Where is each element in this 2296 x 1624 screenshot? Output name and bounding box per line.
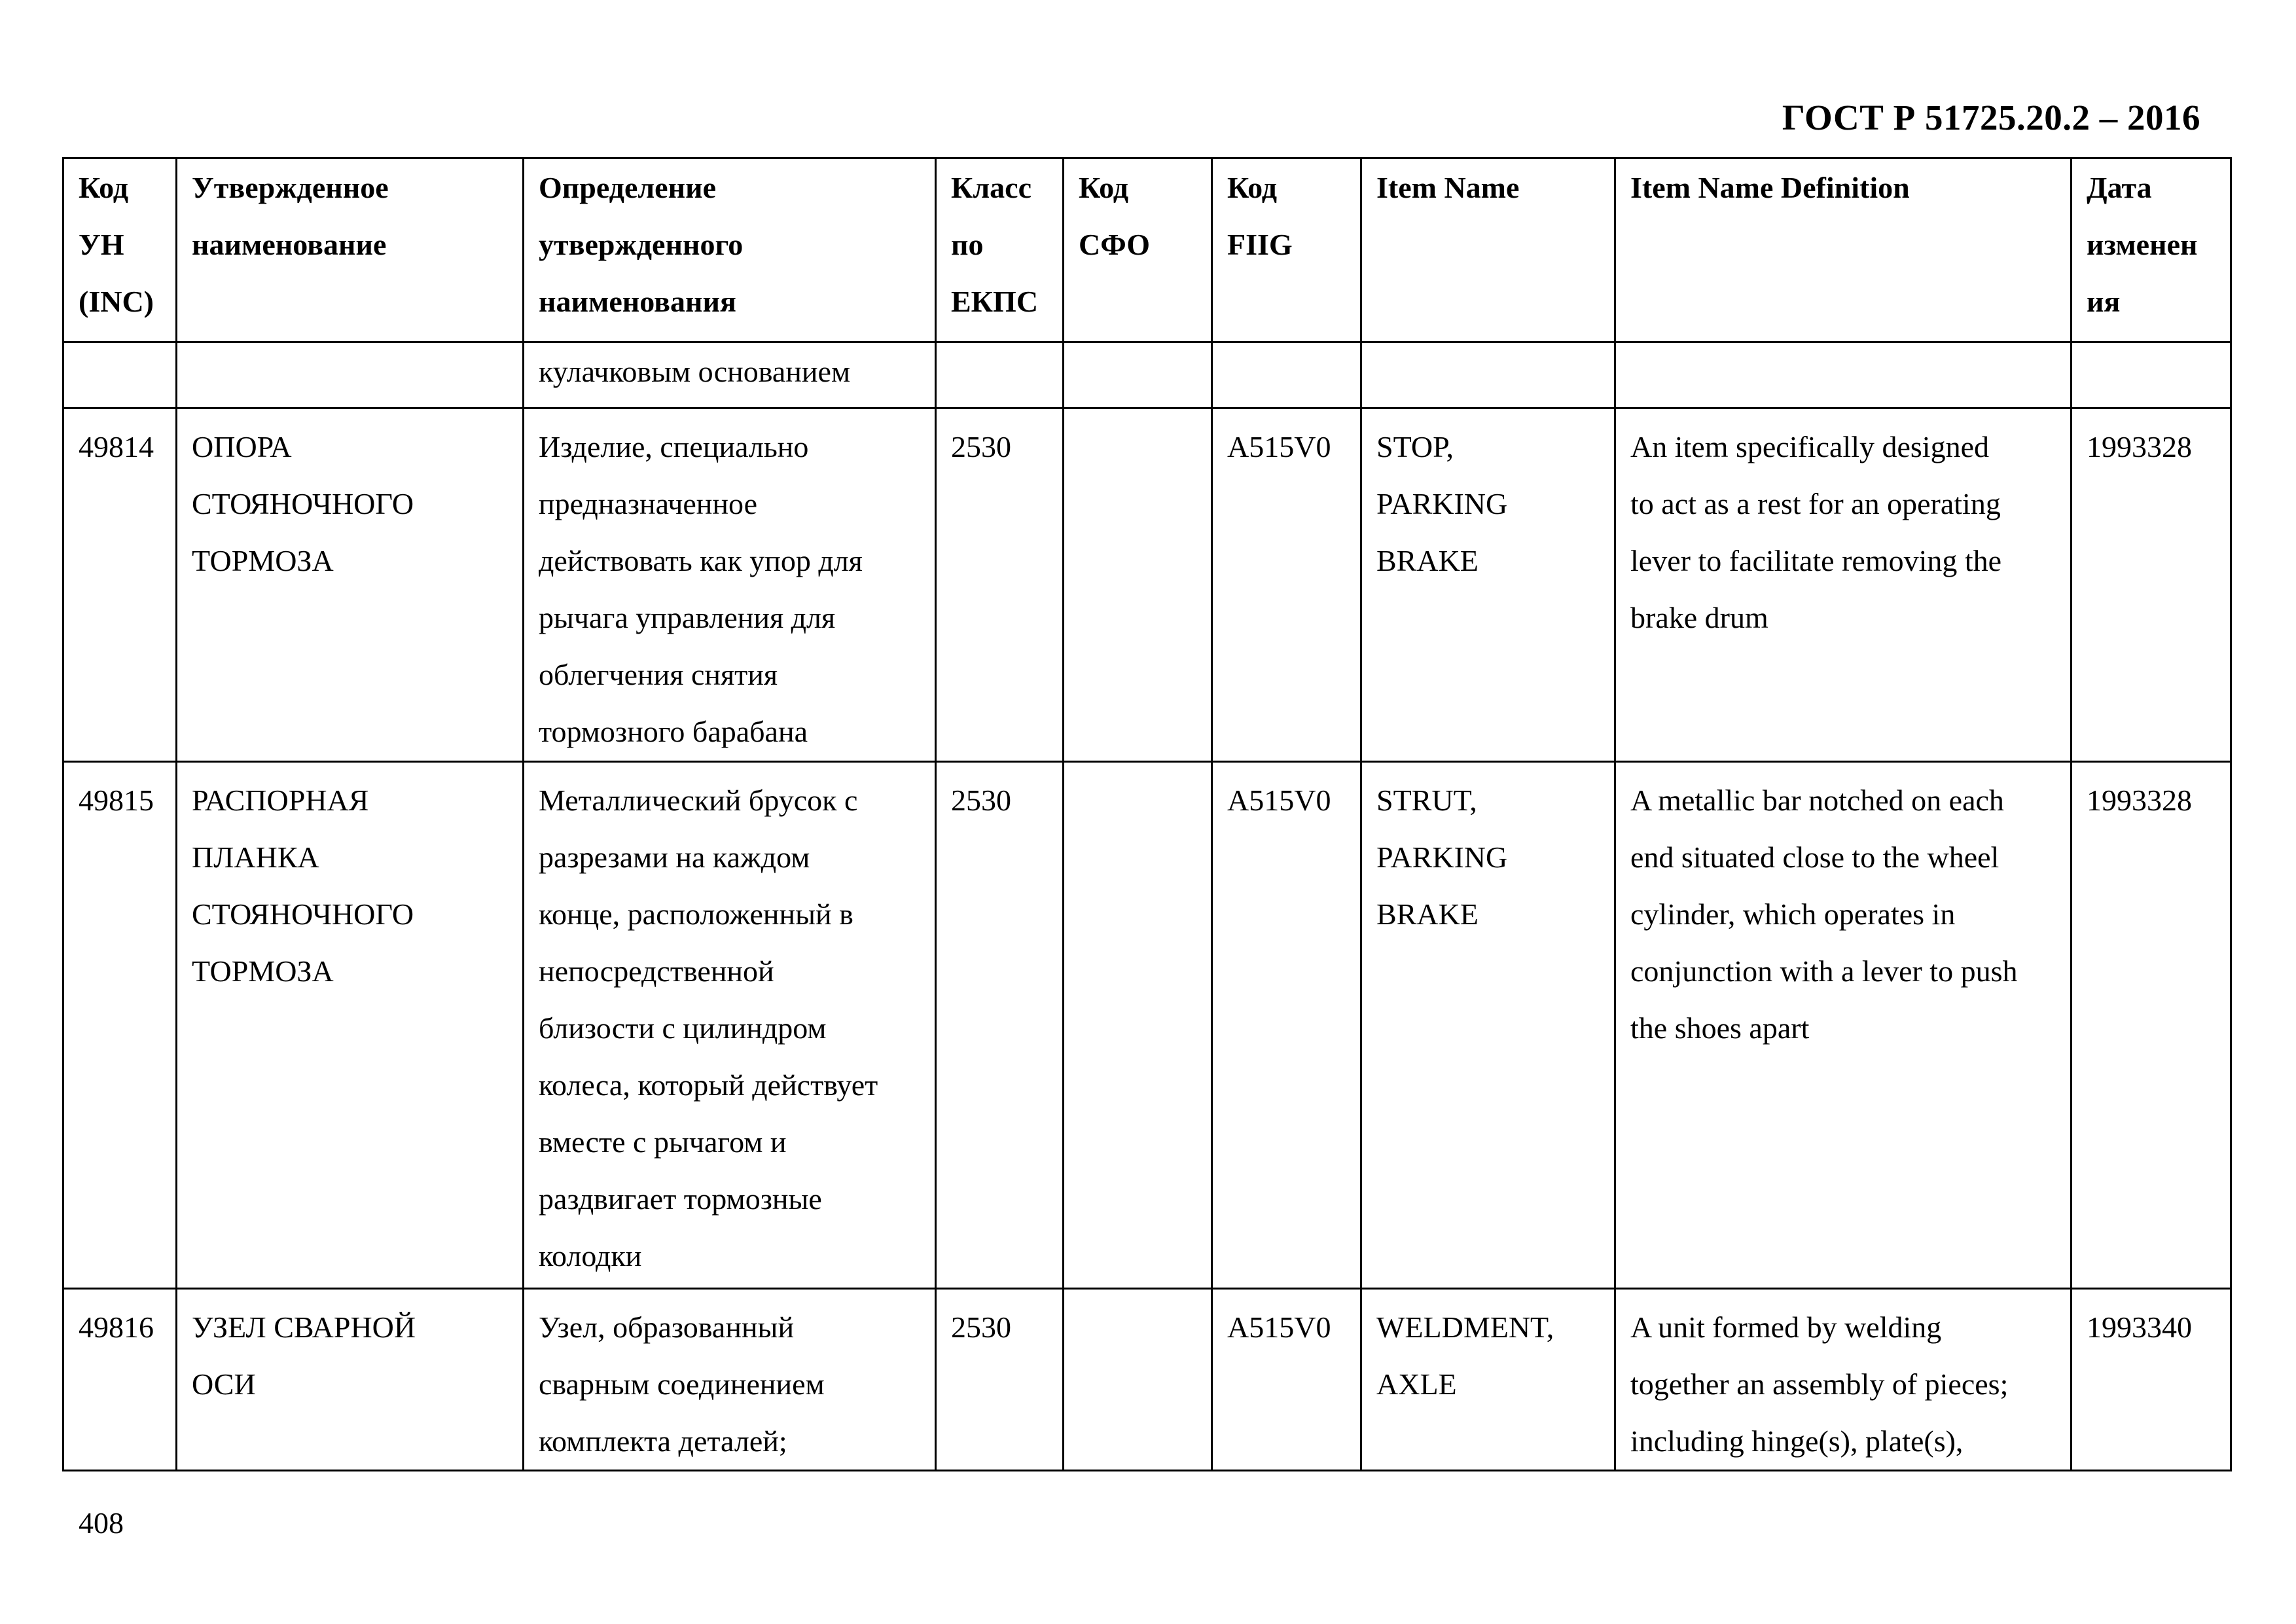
cell-text-line: lever to facilitate removing the [1630, 544, 2002, 577]
cell-text-line: СТОЯНОЧНОГО [192, 897, 414, 931]
table-cell [1361, 342, 1615, 408]
header-text-line: Код [79, 171, 129, 204]
header-text-line: Item Name Definition [1630, 171, 1910, 204]
cell-text-line: облегчения снятия [539, 658, 778, 691]
cell-text-line: тормозного барабана [539, 715, 808, 748]
cell-text-line: WELDMENT, [1376, 1310, 1554, 1344]
cell-text-line: PARKING [1376, 487, 1508, 520]
table-cell [1615, 762, 2072, 1289]
cell-text-line: разрезами на каждом [539, 840, 810, 874]
table-cell [1064, 1289, 1212, 1471]
table-cell [177, 408, 524, 762]
cell-text-line: A unit formed by welding [1630, 1310, 1942, 1344]
table-cell [177, 342, 524, 408]
header-text-line: наименования [539, 285, 736, 318]
table-cell [936, 342, 1064, 408]
table-cell [524, 1289, 936, 1471]
header-text-line: Класс [951, 171, 1031, 204]
cell-text-line: Узел, образованный [539, 1310, 795, 1344]
cell-text-line: to act as a rest for an operating [1630, 487, 2001, 520]
table-row [63, 342, 2231, 408]
cell-text-line: BRAKE [1376, 544, 1479, 577]
table-cell [936, 1289, 1064, 1471]
cell-text-line: end situated close to the wheel [1630, 840, 2000, 874]
cell-text-line: together an assembly of pieces; [1630, 1367, 2009, 1401]
header-text-line: ЕКПС [951, 285, 1039, 318]
table-cell [936, 762, 1064, 1289]
cell-text-line: ПЛАНКА [192, 840, 319, 874]
header-text-line: Item Name [1376, 171, 1520, 204]
header-text-line: Код [1227, 171, 1278, 204]
cell-text-line: the shoes apart [1630, 1011, 1810, 1045]
cell-text-line: РАСПОРНАЯ [192, 784, 369, 817]
gost-table [62, 157, 2232, 1471]
cell-text-line: колеса, который действует [539, 1068, 878, 1102]
header-text-line: по [951, 228, 984, 261]
cell-text-line: including hinge(s), plate(s), [1630, 1424, 1964, 1458]
header-cell [1212, 158, 1361, 342]
table-cell [1212, 342, 1361, 408]
cell-text-line: Металлический брусок с [539, 784, 858, 817]
cell-text-line: 2530 [951, 430, 1011, 463]
table-cell [2072, 342, 2231, 408]
table-cell [1212, 408, 1361, 762]
header-cell [524, 158, 936, 342]
cell-text-line: ТОРМОЗА [192, 954, 334, 988]
table-cell [1064, 762, 1212, 1289]
cell-text-line: сварным соединением [539, 1367, 825, 1401]
cell-text-line: непосредственной [539, 954, 774, 988]
cell-text-line: STOP, [1376, 430, 1454, 463]
cell-text-line: комплекта деталей; [539, 1424, 787, 1458]
cell-text-line: раздвигает тормозные [539, 1182, 822, 1216]
document-code: ГОСТ Р 51725.20.2 – 2016 [1782, 98, 2200, 137]
cell-text-line: ОПОРА [192, 430, 292, 463]
table-cell [63, 342, 177, 408]
table-cell [1064, 408, 1212, 762]
cell-text-line: колодки [539, 1239, 642, 1272]
header-cell [1361, 158, 1615, 342]
table-header-row [63, 158, 2231, 342]
table-cell [1361, 408, 1615, 762]
table-cell [1361, 762, 1615, 1289]
header-cell [2072, 158, 2231, 342]
cell-text-line: 49816 [79, 1310, 154, 1344]
table-cell [63, 1289, 177, 1471]
cell-text-line: 49815 [79, 784, 154, 817]
header-text-line: наименование [192, 228, 387, 261]
table-row [63, 408, 2231, 762]
header-text-line: Определение [539, 171, 717, 204]
table-cell [1064, 342, 1212, 408]
cell-text-line: конце, расположенный в [539, 897, 853, 931]
header-text-line: утвержденного [539, 228, 744, 261]
table-cell [1361, 1289, 1615, 1471]
table-cell [1615, 1289, 2072, 1471]
cell-text-line: A metallic bar notched on each [1630, 784, 2004, 817]
header-cell [63, 158, 177, 342]
cell-text-line: ОСИ [192, 1367, 256, 1401]
table-row [63, 1289, 2231, 1471]
cell-text-line: PARKING [1376, 840, 1508, 874]
header-text-line: изменен [2087, 228, 2198, 261]
cell-text-line: cylinder, which operates in [1630, 897, 1956, 931]
cell-text-line: вместе с рычагом и [539, 1125, 787, 1159]
table-cell [1212, 1289, 1361, 1471]
header-cell [936, 158, 1064, 342]
cell-text-line: кулачковым основанием [539, 355, 851, 388]
header-cell [1615, 158, 2072, 342]
cell-text-line: СТОЯНОЧНОГО [192, 487, 414, 520]
cell-text-line: 1993328 [2087, 430, 2192, 463]
table-cell [63, 408, 177, 762]
header-cell [177, 158, 524, 342]
table-cell [524, 408, 936, 762]
header-text-line: Код [1079, 171, 1129, 204]
header-text-line: FIIG [1227, 228, 1293, 261]
table-cell [1615, 408, 2072, 762]
cell-text-line: A515V0 [1227, 430, 1331, 463]
header-text-line: СФО [1079, 228, 1151, 261]
table-cell [63, 762, 177, 1289]
cell-text-line: близости с цилиндром [539, 1011, 827, 1045]
cell-text-line: действовать как упор для [539, 544, 863, 577]
cell-text-line: A515V0 [1227, 1310, 1331, 1344]
header-text-line: ия [2087, 285, 2121, 318]
cell-text-line: STRUT, [1376, 784, 1477, 817]
table-cell [524, 342, 936, 408]
cell-text-line: 1993328 [2087, 784, 2192, 817]
cell-text-line: УЗЕЛ СВАРНОЙ [192, 1310, 416, 1344]
table-cell [936, 408, 1064, 762]
header-text-line: Утвержденное [192, 171, 389, 204]
table-row [63, 762, 2231, 1289]
table-cell [2072, 408, 2231, 762]
table-cell [2072, 1289, 2231, 1471]
table-cell [1615, 342, 2072, 408]
table-cell [524, 762, 936, 1289]
cell-text-line: 49814 [79, 430, 154, 463]
table-cell [177, 1289, 524, 1471]
table-cell [1212, 762, 1361, 1289]
cell-text-line: Изделие, специально [539, 430, 809, 463]
cell-text-line: 1993340 [2087, 1310, 2192, 1344]
cell-text-line: conjunction with a lever to push [1630, 954, 2018, 988]
cell-text-line: BRAKE [1376, 897, 1479, 931]
cell-text-line: 2530 [951, 784, 1011, 817]
header-cell [1064, 158, 1212, 342]
cell-text-line: An item specifically designed [1630, 430, 1990, 463]
cell-text-line: рычага управления для [539, 601, 836, 634]
table-cell [177, 762, 524, 1289]
cell-text-line: A515V0 [1227, 784, 1331, 817]
cell-text-line: ТОРМОЗА [192, 544, 334, 577]
cell-text-line: 2530 [951, 1310, 1011, 1344]
cell-text-line: AXLE [1376, 1367, 1457, 1401]
header-text-line: (INC) [79, 285, 154, 318]
table-cell [2072, 762, 2231, 1289]
cell-text-line: предназначенное [539, 487, 757, 520]
page-number: 408 [79, 1506, 124, 1540]
cell-text-line: brake drum [1630, 601, 1768, 634]
header-text-line: УН [79, 228, 124, 261]
header-text-line: Дата [2087, 171, 2152, 204]
